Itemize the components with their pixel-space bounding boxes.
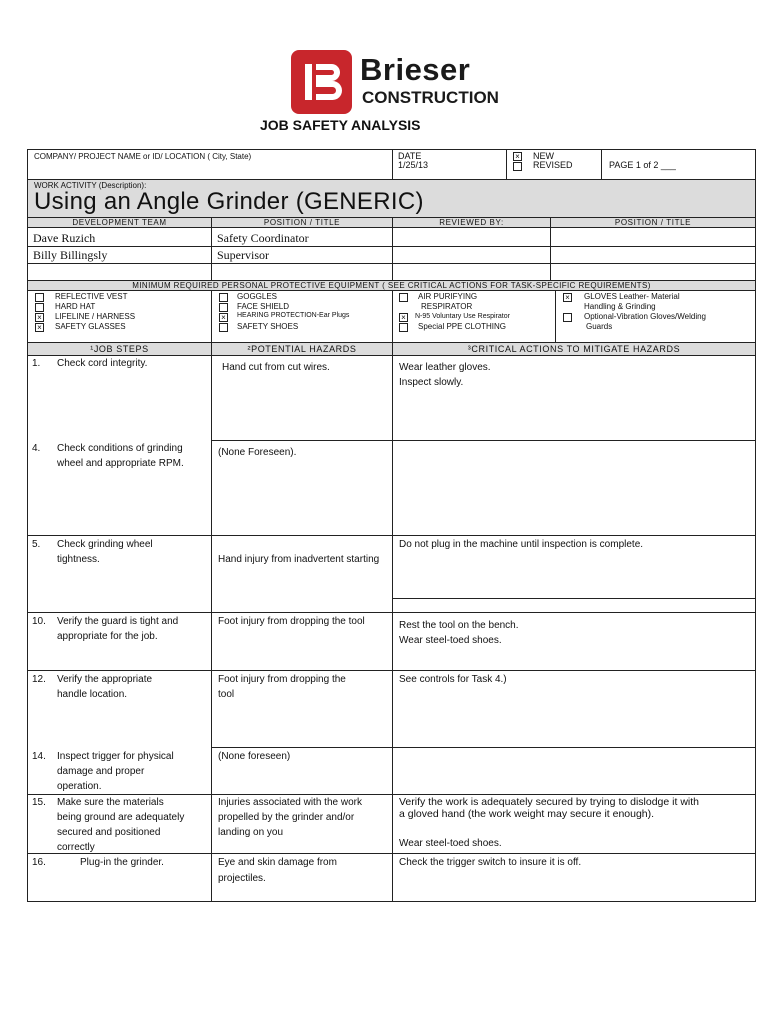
step-hazard: Eye and skin damage from [218, 857, 337, 868]
ppe-checkbox-hard-hat[interactable] [35, 303, 44, 312]
step-action: a gloved hand (the work weight may secure it enough). [399, 808, 655, 820]
team-member-name: Dave Ruzich [33, 231, 96, 245]
steps-header-actions: ³CRITICAL ACTIONS TO MITIGATE HAZARDS [467, 344, 681, 354]
ppe-label: Handling & Grinding [584, 302, 656, 311]
step-hazard: propelled by the grinder and/or [218, 812, 355, 823]
team-header-reviewed: REVIEWED BY: [439, 218, 504, 227]
ppe-checkbox-reflective-vest[interactable] [35, 293, 44, 302]
step-description: wheel and appropriate RPM. [57, 458, 184, 469]
ppe-checkbox-safety-glasses[interactable]: × [35, 323, 44, 332]
ppe-label: SAFETY SHOES [237, 322, 299, 331]
new-label: NEW [533, 151, 554, 161]
step-action: Wear leather gloves. [399, 362, 491, 373]
step-description: handle location. [57, 689, 128, 700]
step-number: 12. [32, 674, 46, 685]
ppe-label: FACE SHIELD [237, 302, 290, 311]
team-header-position: POSITION / TITLE [263, 218, 341, 227]
revised-label: REVISED [533, 160, 573, 170]
brand-subtitle: CONSTRUCTION [362, 88, 499, 107]
ppe-label: Special PPE CLOTHING [418, 322, 507, 331]
step-hazard: Hand injury from inadvertent starting [218, 554, 380, 565]
step-number: 14. [32, 751, 46, 762]
step-hazard: (None Foreseen). [218, 447, 297, 458]
step-number: 10. [32, 616, 46, 627]
ppe-label: N-95 Voluntary Use Respirator [415, 313, 510, 320]
ppe-header: MINIMUM REQUIRED PERSONAL PROTECTIVE EQUIPMENT ( SEE CRITICAL ACTIONS FOR TASK-SPECIFIC REQUIREMENTS) [132, 281, 651, 290]
team-member-position: Safety Coordinator [217, 231, 309, 245]
team-header-position-2: POSITION / TITLE [614, 218, 692, 227]
step-action: Rest the tool on the bench. [399, 620, 519, 631]
revised-checkbox[interactable] [513, 162, 522, 171]
step-description: Check grinding wheel [57, 539, 153, 550]
ppe-label: AIR PURIFYING [418, 292, 478, 301]
steps-header-hazards: ²POTENTIAL HAZARDS [247, 344, 357, 354]
ppe-checkbox-face-shield[interactable] [219, 303, 228, 312]
ppe-label: HEARING PROTECTION-Ear Plugs [237, 312, 350, 319]
step-description: damage and proper [57, 766, 145, 777]
step-hazard: tool [218, 689, 235, 700]
step-description: Plug-in the grinder. [80, 857, 164, 868]
ppe-checkbox-special-ppe[interactable] [399, 323, 408, 332]
ppe-checkbox-n95[interactable]: × [399, 313, 408, 322]
step-description: Verify the guard is tight and [57, 616, 179, 627]
step-description: secured and positioned [57, 827, 161, 838]
step-action: Wear steel-toed shoes. [399, 635, 502, 646]
ppe-checkbox-hearing-protection[interactable]: × [219, 313, 228, 322]
ppe-label: REFLECTIVE VEST [55, 292, 128, 301]
step-action: See controls for Task 4.) [399, 674, 507, 685]
step-hazard: (None foreseen) [218, 751, 291, 762]
step-hazard: projectiles. [218, 873, 266, 884]
step-number: 4. [32, 443, 41, 454]
date-value[interactable]: 1/25/13 [398, 160, 429, 170]
step-hazard: Hand cut from cut wires. [222, 362, 330, 373]
team-member-position: Supervisor [217, 248, 269, 262]
step-action: Inspect slowly. [399, 377, 464, 388]
ppe-label: GOGGLES [237, 292, 278, 301]
ppe-label: SAFETY GLASSES [55, 322, 126, 331]
step-action: Verify the work is adequately secured by trying to dislodge it with [399, 796, 699, 808]
date-label: DATE [398, 151, 422, 161]
ppe-label: LIFELINE / HARNESS [55, 312, 136, 321]
brand-logo [291, 50, 352, 114]
step-description: being ground are adequately [57, 812, 185, 823]
step-hazard: Injuries associated with the work [218, 797, 362, 808]
step-action: Wear steel-toed shoes. [399, 838, 502, 849]
ppe-checkbox-safety-shoes[interactable] [219, 323, 228, 332]
new-checkbox[interactable]: × [513, 152, 522, 161]
ppe-checkbox-goggles[interactable] [219, 293, 228, 302]
steps-header-job-steps: ¹JOB STEPS [90, 344, 149, 354]
step-description: correctly [57, 842, 95, 853]
step-description: tightness. [57, 554, 100, 565]
step-number: 16. [32, 857, 46, 868]
step-description: appropriate for the job. [57, 631, 158, 642]
step-description: Make sure the materials [57, 797, 164, 808]
team-member-name: Billy Billingsly [33, 248, 108, 262]
company-label: COMPANY/ PROJECT NAME or ID/ LOCATION ( City, State) [34, 152, 252, 161]
step-number: 1. [32, 358, 41, 369]
ppe-label: GLOVES Leather- Material [584, 292, 680, 301]
ppe-label: HARD HAT [55, 302, 96, 311]
ppe-checkbox-air-purifying[interactable] [399, 293, 408, 302]
step-hazard: Foot injury from dropping the tool [218, 616, 365, 627]
ppe-label: RESPIRATOR [421, 302, 473, 311]
step-description: Check cord integrity. [57, 358, 148, 369]
step-description: operation. [57, 781, 102, 792]
step-number: 5. [32, 539, 41, 550]
work-activity-title: Using an Angle Grinder (GENERIC) [34, 188, 424, 215]
ppe-label: Guards [586, 322, 613, 331]
ppe-checkbox-lifeline[interactable]: × [35, 313, 44, 322]
ppe-checkbox-gloves[interactable]: × [563, 293, 572, 302]
step-hazard: Foot injury from dropping the [218, 674, 346, 685]
step-action: Check the trigger switch to insure it is off. [399, 857, 582, 868]
step-description: Check conditions of grinding [57, 443, 183, 454]
document-title: JOB SAFETY ANALYSIS [260, 117, 421, 133]
ppe-label: Optional-Vibration Gloves/Welding [584, 312, 706, 321]
step-number: 15. [32, 797, 46, 808]
work-activity-label: WORK ACTIVITY (Description): [34, 181, 147, 190]
step-action: Do not plug in the machine until inspection is complete. [399, 539, 644, 550]
step-description: Verify the appropriate [57, 674, 153, 685]
step-description: Inspect trigger for physical [57, 751, 174, 762]
page-number: PAGE 1 of 2 ___ [609, 160, 676, 170]
brand-name: Brieser [360, 52, 471, 87]
step-hazard: landing on you [218, 827, 284, 838]
ppe-checkbox-vibration-gloves[interactable] [563, 313, 572, 322]
team-header-development: DEVELOPMENT TEAM [72, 218, 167, 227]
